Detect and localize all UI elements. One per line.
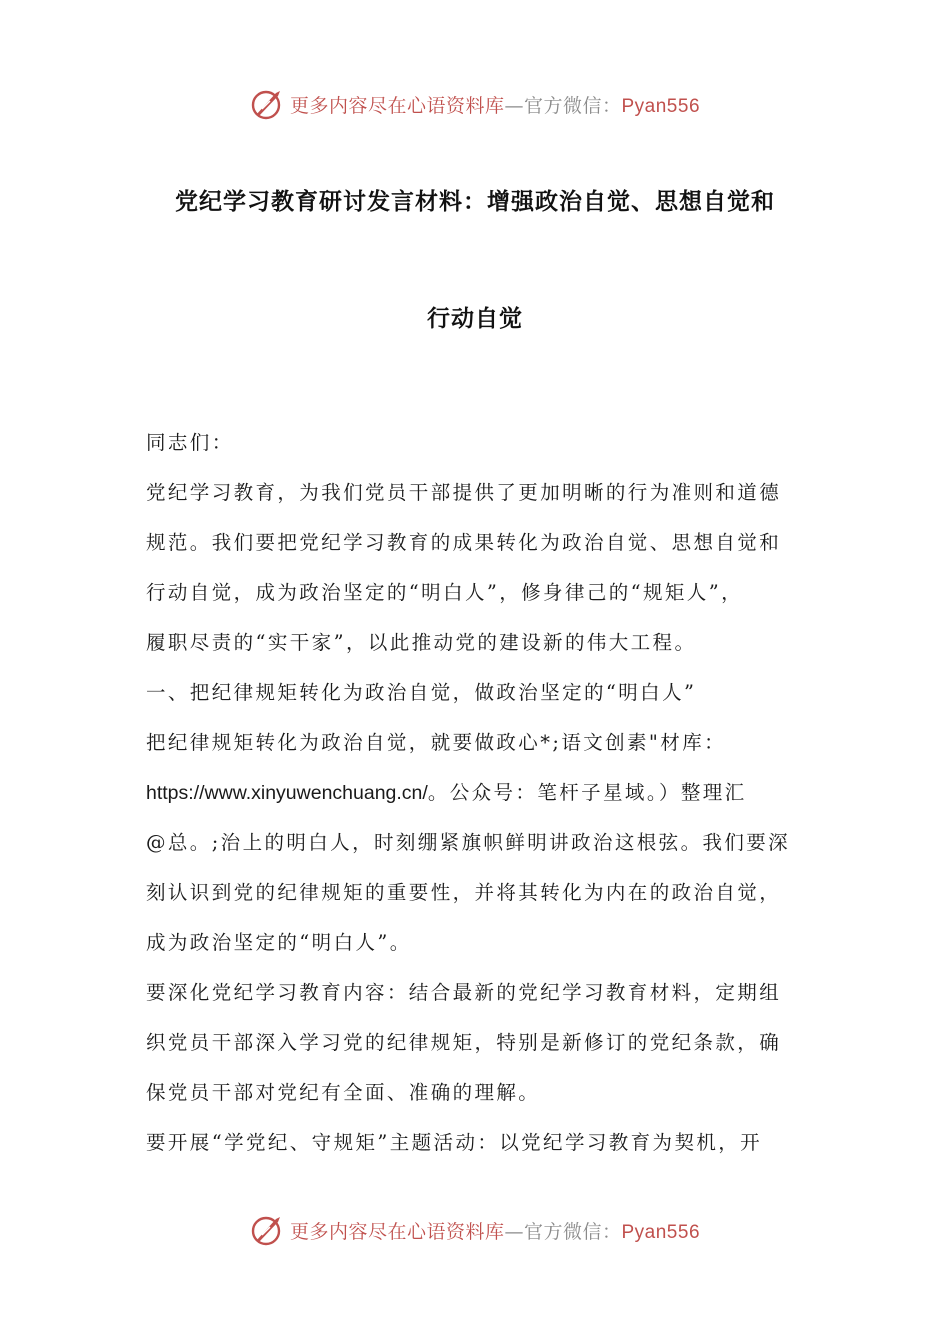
- section-heading-1: 一、把纪律规矩转化为政治自觉，做政治坚定的“明白人”: [146, 681, 697, 704]
- quill-logo-icon: [250, 87, 284, 121]
- watermark-site: 更多内容尽在心语资料库: [289, 94, 505, 117]
- paragraph-activity-line: 要开展“学党纪、守规矩”主题活动：以党纪学习教育为契机，开: [146, 1131, 763, 1154]
- paragraph-deepen-line: 织党员干部深入学习党的纪律规矩，特别是新修订的党纪条款，确: [146, 1031, 782, 1054]
- paragraph-section1-line: @总。;治上的明白人，时刻绷紧旗帜鲜明讲政治这根弦。我们要深: [146, 831, 791, 854]
- paragraph-intro-line: 履职尽责的“实干家”，以此推动党的建设新的伟大工程。: [146, 631, 697, 654]
- watermark-wechat-id: Pyan556: [621, 1221, 701, 1243]
- paragraph-intro-line: 规范。我们要把党纪学习教育的成果转化为政治自觉、思想自觉和: [146, 531, 782, 554]
- source-link[interactable]: https://www.xinyuwenchuang.cn/: [146, 782, 428, 804]
- quill-logo-icon: [250, 1213, 284, 1247]
- watermark-wechat-label: —官方微信：: [504, 94, 622, 117]
- watermark-wechat-label: —官方微信：: [504, 1220, 622, 1243]
- document-title-line1: 党纪学习教育研讨发言材料：增强政治自觉、思想自觉和: [175, 189, 775, 215]
- footer-watermark: [0, 1210, 950, 1250]
- paragraph-section1-text: 。公众号：笔杆子星域。）整理汇: [427, 781, 747, 804]
- paragraph-section1-line: 把纪律规矩转化为政治自觉，就要做政心*;语文创素"材库：: [146, 731, 726, 754]
- paragraph-intro-line: 党纪学习教育，为我们党员干部提供了更加明晰的行为准则和道德: [146, 481, 782, 504]
- document-body: [146, 418, 806, 1168]
- paragraph-intro-line: 行动自觉，成为政治坚定的“明白人”，修身律己的“规矩人”，: [146, 581, 743, 604]
- paragraph-deepen-line: 保党员干部对党纪有全面、准确的理解。: [146, 1081, 541, 1104]
- watermark-wechat-id: Pyan556: [621, 95, 701, 117]
- header-watermark: [0, 84, 950, 124]
- watermark-site: 更多内容尽在心语资料库: [289, 1220, 505, 1243]
- watermark-text: [290, 91, 700, 118]
- paragraph-section1-line: [146, 768, 806, 818]
- paragraph-deepen-line: 要深化党纪学习教育内容：结合最新的党纪学习教育材料，定期组: [146, 981, 782, 1004]
- paragraph-section1-line: 刻认识到党的纪律规矩的重要性，并将其转化为内在的政治自觉，: [146, 881, 782, 904]
- document-title-line2: 行动自觉: [427, 306, 523, 332]
- watermark-text: [290, 1217, 700, 1244]
- paragraph-section1-line: 成为政治坚定的“明白人”。: [146, 931, 412, 954]
- salutation: 同志们：: [146, 431, 234, 454]
